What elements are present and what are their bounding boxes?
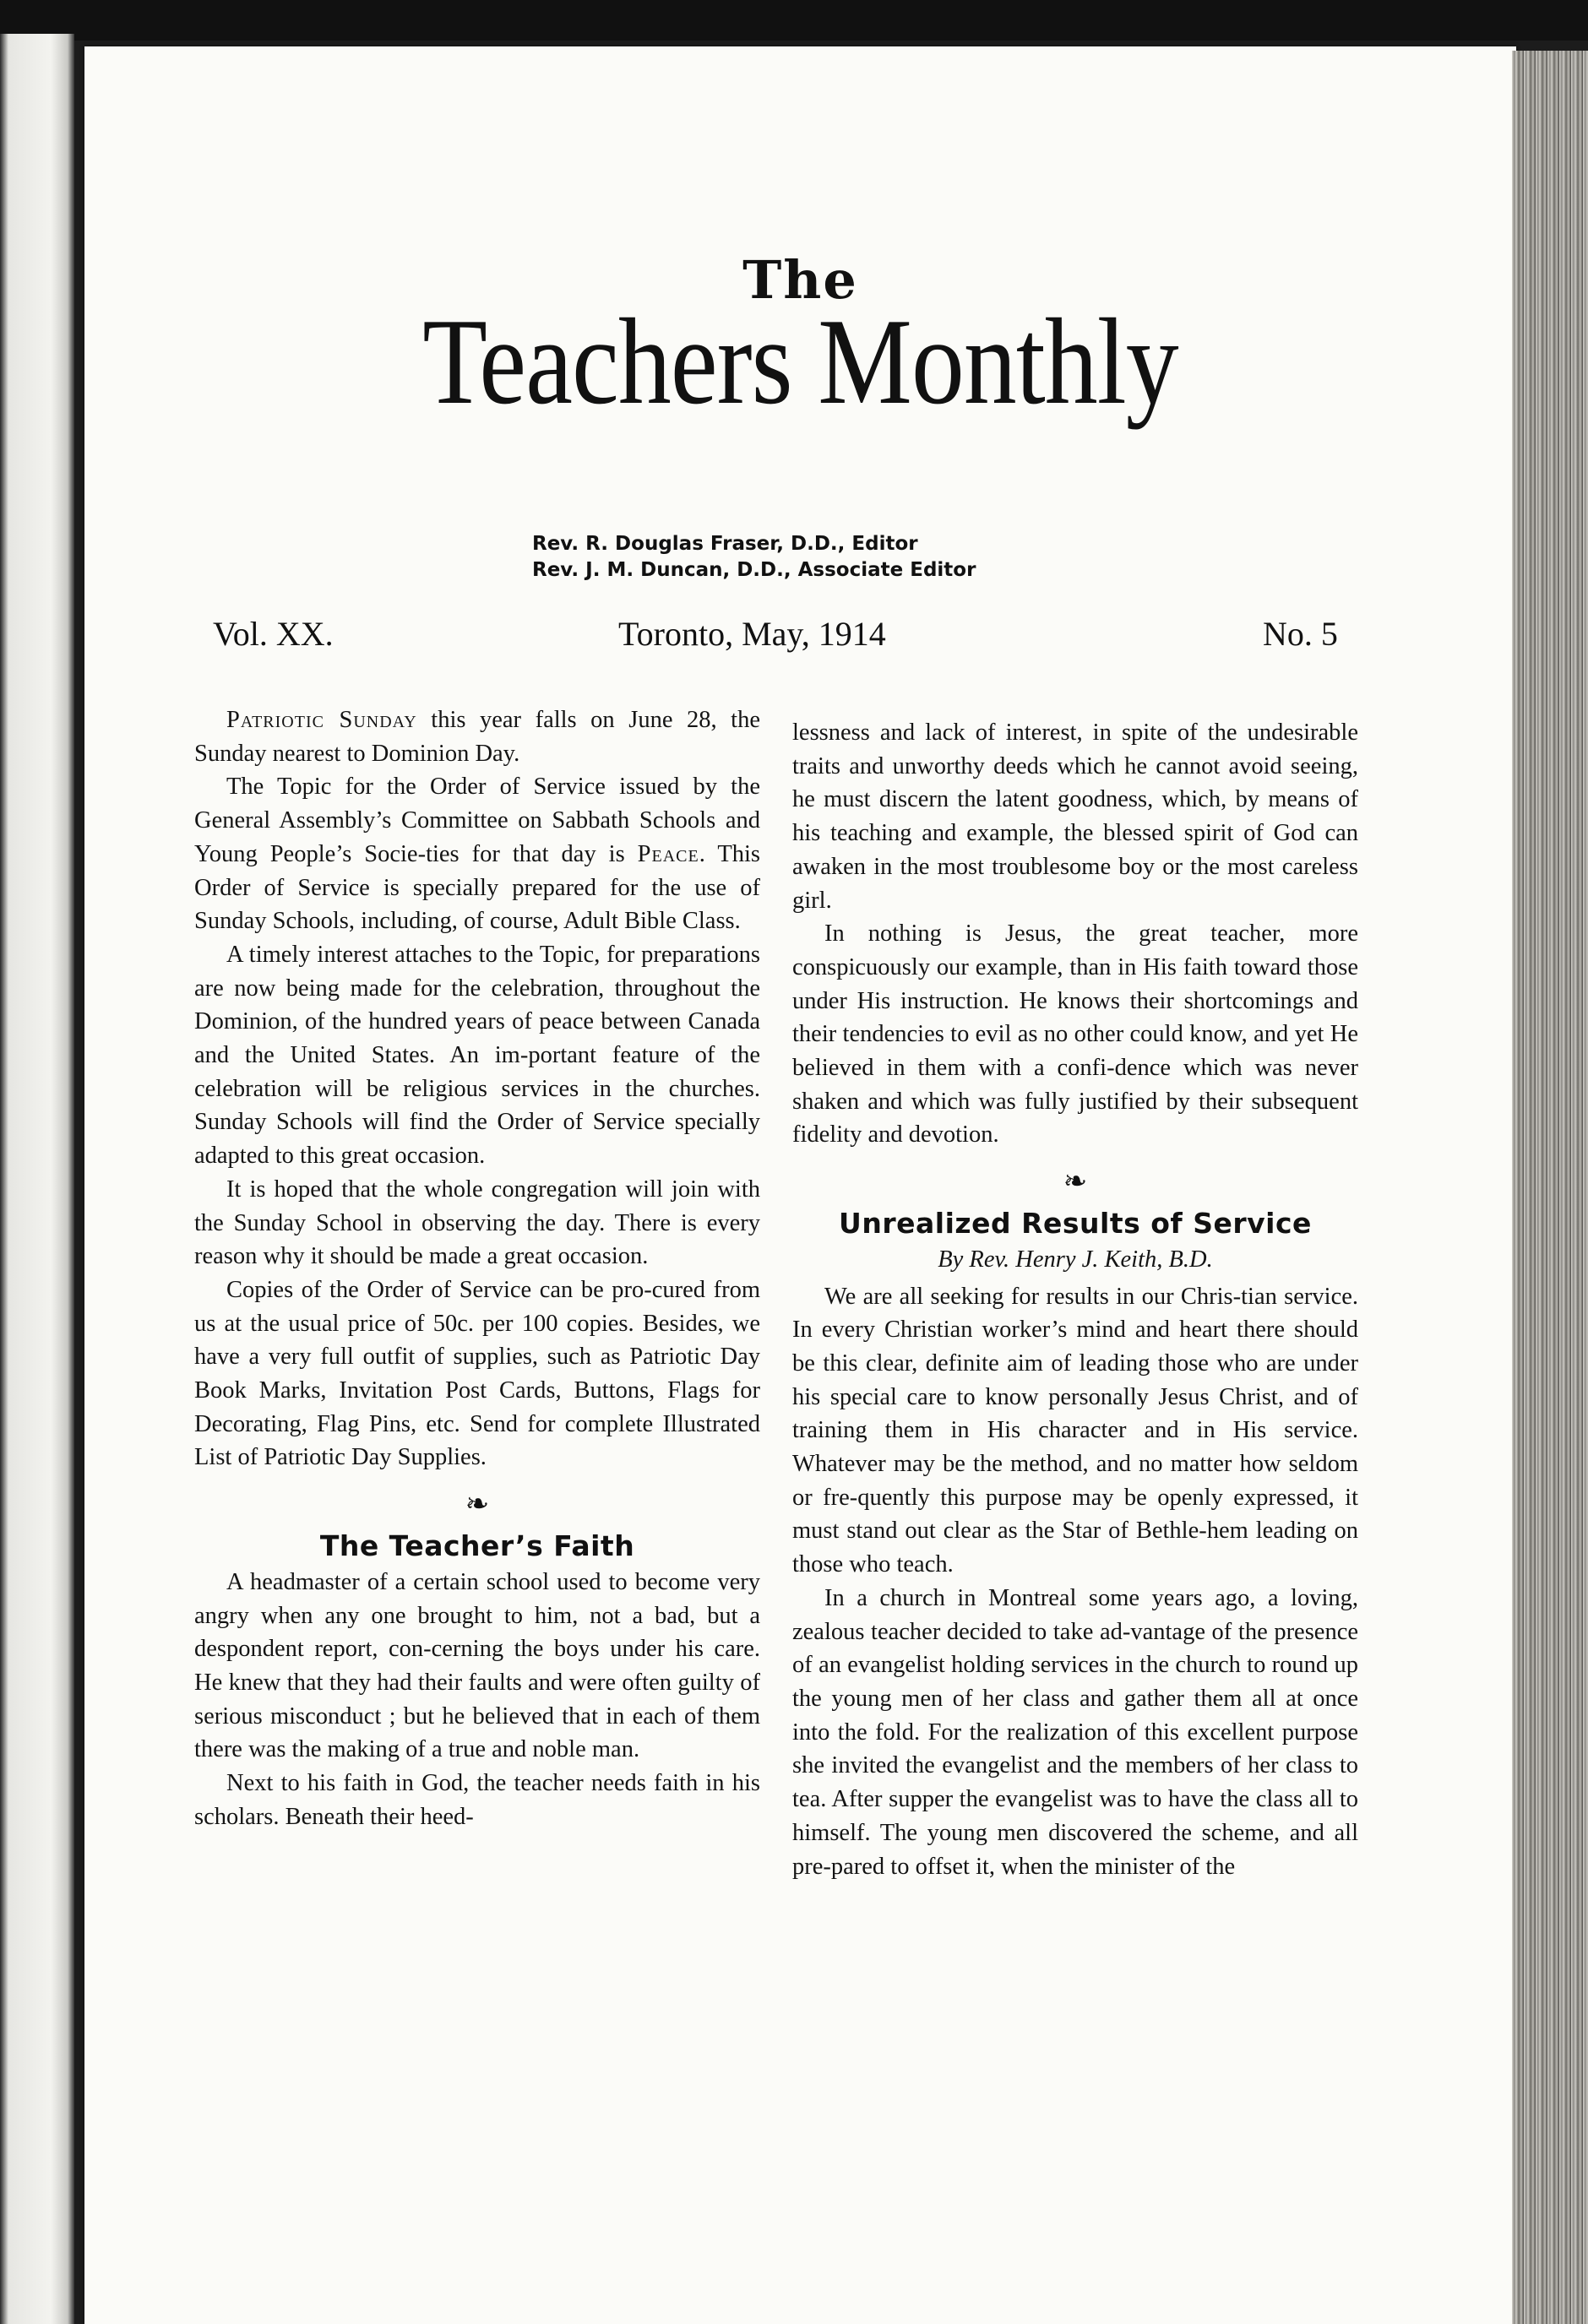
right-column: [792, 716, 1358, 1883]
paragraph: A headmaster of a certain school used to become very angry when any one brought to him, not a bad, but a despondent report, con-cerning the boys under his care. He knew that they had their faults and were often guilty of serious misconduct ; but he believed that in each of them there was the making of a true and noble man.: [194, 1568, 760, 1763]
left-column: [194, 703, 760, 1834]
paragraph: We are all seeking for results in our Chris-tian service. In every Christian worker’s mind and heart there should be this clear, definite aim of leading those who are under his special care to know personally Jesus Christ, and of training them in His character and in His service. Whatever may be the method, and no matter how seldom or fre-quently this purpose may be openly expressed, it must stand out clear as the Star of Bethle-hem leading on those who teach.: [792, 1283, 1358, 1578]
section-heading: The Teacher’s Faith: [319, 1529, 635, 1562]
byline: By Rev. Henry J. Keith, B.D.: [938, 1246, 1213, 1273]
paragraph: The Topic for the Order of Service issued by the General Assembly’s Committee on Sabbath Schools and Young People’s Socie-ties for that day is Peace. This Order of Service is specially prepared for the use of Sunday Schools, including, of course, Adult Bible Class.: [194, 774, 760, 935]
paragraph: lessness and lack of interest, in spite of the undesirable traits and unworthy deeds which he cannot avoid seeing, he must discern the latent goodness, which, by means of his teaching and example, the blessed spirit of God can awaken in the most troublesome boy or the most careless girl.: [792, 719, 1358, 914]
book-page-edges: [1512, 51, 1588, 2324]
paragraph: Patriotic Sunday this year falls on June 28, the Sunday nearest to Dominion Day.: [194, 707, 760, 767]
paragraph: Next to his faith in God, the teacher needs faith in his scholars. Beneath their heed-: [194, 1770, 760, 1830]
page-content: [84, 46, 1516, 2324]
masthead-title: Teachers Monthly: [422, 293, 1178, 430]
issue-number: No. 5: [1263, 615, 1338, 653]
topic-word: Peace: [637, 840, 699, 867]
previous-page-edge: [0, 34, 74, 2324]
scan-border: [0, 0, 1588, 41]
dateline: Toronto, May, 1914: [618, 615, 886, 653]
fleuron-ornament-icon: ❧: [1063, 1166, 1088, 1198]
fleuron-ornament-icon: ❧: [465, 1489, 490, 1521]
volume-number: Vol. XX.: [213, 615, 334, 653]
editors-block: [532, 531, 976, 584]
paragraph: In nothing is Jesus, the great teacher, more conspicuously our example, than in His faith toward those under His instruction. He knows their shortcomings and their tendencies to evil as no other could know, and yet He believed in them with a confi-dence which was never shaken and which was fully justified by their subsequent fidelity and devotion.: [792, 920, 1358, 1148]
paragraph: Copies of the Order of Service can be pro-cured from us at the usual price of 50c. per 100 copies. Besides, we have a very full outfit of supplies, such as Patriotic Day Book Marks, Invitation Post Cards, Buttons, Flags for Decorating, Flag Pins, etc. Send for complete Illustrated List of Patriotic Day Supplies.: [194, 1276, 760, 1471]
associate-editor-line: Rev. J. M. Duncan, D.D., Associate Editor: [532, 559, 976, 581]
masthead-the: The: [742, 249, 858, 311]
paragraph: In a church in Montreal some years ago, a loving, zealous teacher decided to take ad-vantage of the presence of an evangelist holding services in the church to round up the young men of her class and gather them all at once into the fold. For the realization of this excellent purpose she invited the evangelist and the members of her class to tea. After supper the evangelist was to have the class all to himself. The young men discovered the scheme, and all pre-pared to offset it, when the minister of the: [792, 1584, 1358, 1880]
paragraph: A timely interest attaches to the Topic, for preparations are now being made for the celebration, throughout the Dominion, of the hundred years of peace between Canada and the United States. An im-portant feature of the celebration will be religious services in the churches. Sunday Schools will find the Order of Service specially adapted to this great occasion.: [194, 941, 760, 1170]
editor-line: Rev. R. Douglas Fraser, D.D., Editor: [532, 533, 918, 555]
lead-in: Patriotic Sunday: [226, 707, 417, 733]
section-heading: Unrealized Results of Service: [839, 1206, 1312, 1240]
paragraph: It is hoped that the whole congregation will join with the Sunday School in observing the day. There is every reason why it should be made a great occasion.: [194, 1176, 760, 1270]
